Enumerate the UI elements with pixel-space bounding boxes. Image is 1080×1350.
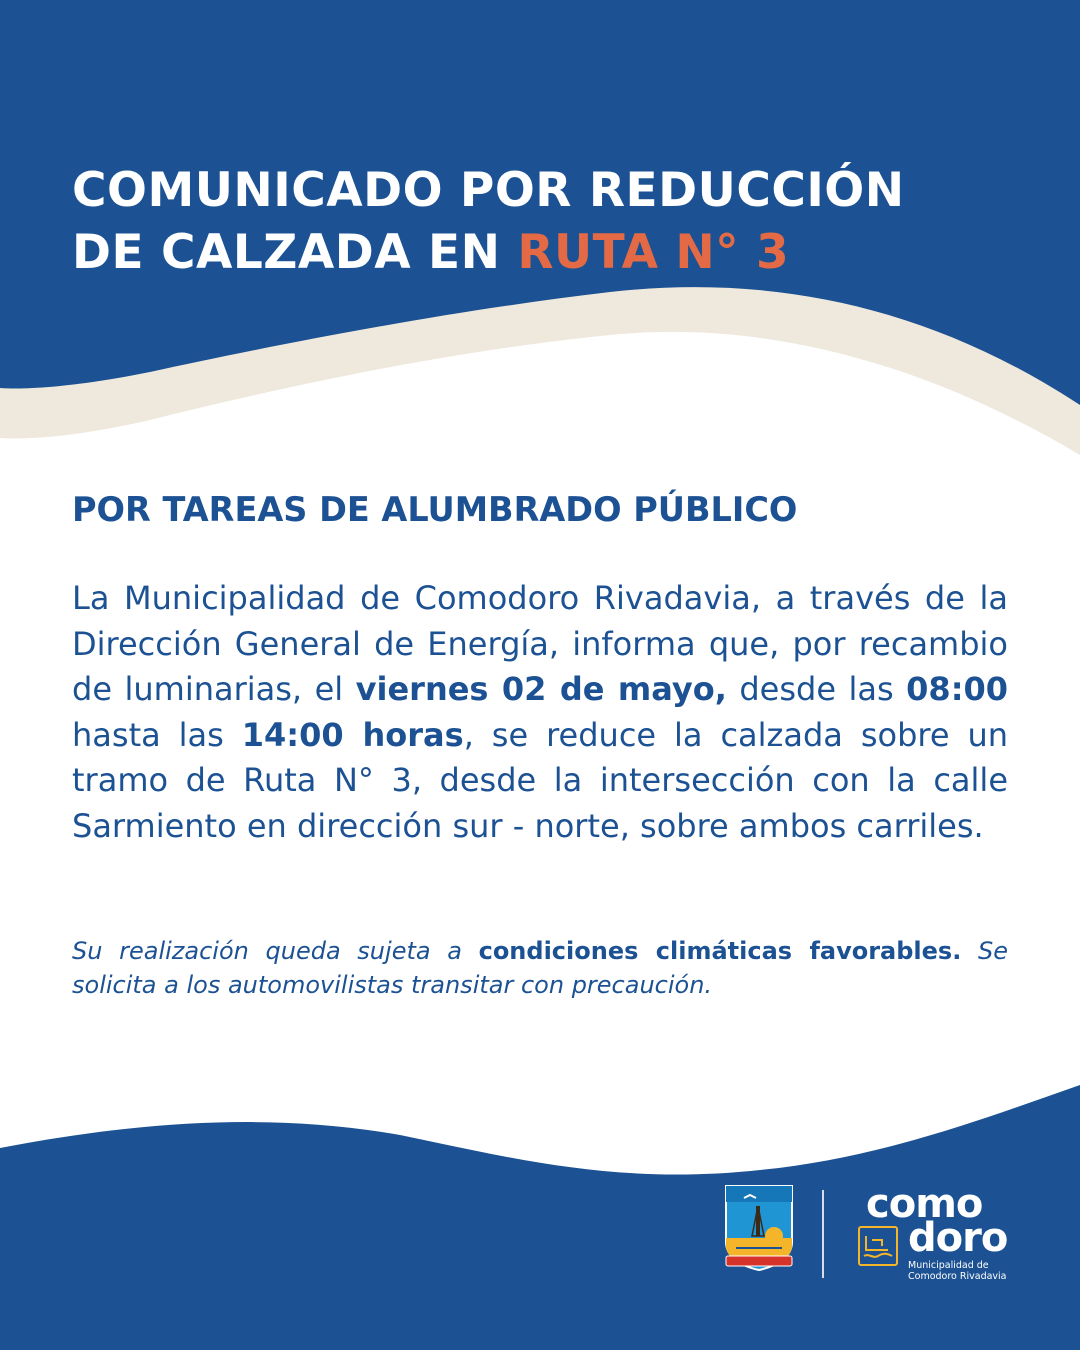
body-text-4: , se reduce la calzada sobre un tramo de Ruta N° 3, desde la intersección con la calle Sarmiento en dirección sur - norte, sobre ambos carriles.: [72, 715, 1009, 845]
page-title: [72, 160, 1032, 284]
body-end-time: 14:00 horas: [241, 715, 464, 754]
title-accent-route: RUTA N° 3: [517, 225, 790, 280]
body-text-1: La Municipalidad de Comodoro Rivadavia, a través de la Dirección General de Energía, informa que, por recambio de luminarias, el: [72, 579, 1008, 708]
weather-note: [72, 934, 1008, 1002]
brand-subtitle-line-1: Municipalidad de: [908, 1260, 989, 1271]
brand-word-como: como: [866, 1181, 983, 1227]
brand-subtitle-line-2: Comodoro Rivadavia: [908, 1271, 1007, 1282]
body-start-time: 08:00: [906, 670, 1009, 708]
body-date: viernes 02 de mayo,: [355, 670, 727, 708]
title-line-1: COMUNICADO POR REDUCCIÓN: [72, 163, 905, 218]
comodoro-brand-logo: [858, 1180, 1058, 1280]
section-subtitle: POR TAREAS DE ALUMBRADO PÚBLICO: [72, 490, 798, 529]
body-text-2: desde las: [726, 670, 907, 708]
title-line-2: DE CALZADA EN: [72, 225, 518, 280]
comodoro-rivadavia-crest-icon: [722, 1184, 796, 1274]
note-text-1: Su realización queda sujeta a: [72, 937, 479, 965]
comodoro-logo-mark-icon: [858, 1226, 898, 1266]
announcement-body: [72, 576, 1008, 849]
note-conditions: condiciones climáticas favorables.: [478, 937, 962, 965]
body-text-3: hasta las: [72, 715, 242, 754]
brand-word-doro: doro: [908, 1215, 1008, 1261]
footer-divider: [822, 1190, 824, 1278]
note-text-2: Se solicita a los automovilistas transitar con precaución.: [72, 937, 1008, 999]
